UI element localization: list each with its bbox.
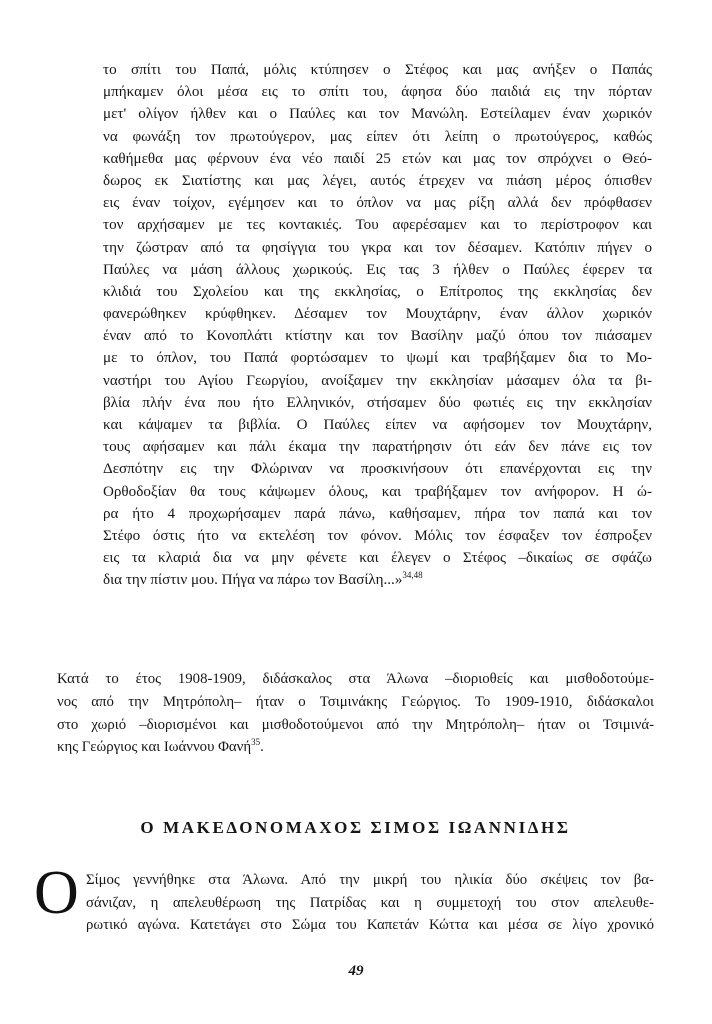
- page-number: 49: [348, 963, 364, 979]
- paragraph-line: στο χωριό –διορισμένοι και μισθοδοτούμενοι από την Μητρόπολη– ήταν οι Τσιμινά-: [57, 716, 654, 733]
- quote-line: βλία πλήν ένα που ήτο Ελληνικόν, στήσαμεν δύο φωτιές εις την εκκλησίαν: [103, 394, 652, 411]
- section-paragraph: [86, 869, 654, 937]
- quote-line: τους αφήσαμεν και πάλι έκαμα την παρατήρησιν ότι εάν δεν πάνε εις τον: [103, 439, 652, 456]
- quote-line: το σπίτι του Παπά, μόλις κτύπησεν ο Στέφος και μας ανήξεν ο Παπάς: [103, 62, 652, 78]
- quote-line: δωρος εκ Σιατίστης και μας λέγει, αυτός έτρεχεν να πιάση μέρος όπισθεν: [103, 172, 652, 189]
- section-heading: Ο ΜΑΚΕΔΟΝΟΜΑΧΟΣ ΣΙΜΟΣ ΙΩΑΝΝΙΔΗΣ: [140, 818, 571, 837]
- quote-line: να φωνάξη τον πρωτούγερον, μας είπεν ότι λείπη ο πρωτούγερος, καθώς: [103, 128, 652, 145]
- quoted-testimony: [103, 59, 652, 592]
- quote-line: φανερώθηκεν κρύφθηκεν. Δέσαμεν τον Μουχτάρην, έναν άλλον χωρικόν: [103, 306, 652, 323]
- quote-line: καθήμεθα μας φέρνουν ένα νέο παιδί 25 ετών και μας τον σπρόχνει ο Θεό-: [103, 150, 652, 167]
- quote-line: έναν από το Κονοπλάτι κτίστην και τον Βασίλην μαζύ όπου τον πιάσαμεν: [103, 328, 652, 345]
- paragraph-line: νος από την Μητρόπολη– ήταν ο Τσιμινάκης Γεώργιος. Το 1909-1910, διδάσκαλοι: [57, 693, 654, 710]
- footnote-ref: 35: [251, 737, 261, 748]
- quote-line: τον αρχήσαμεν με τες κοντακιές. Του αφερέσαμεν και το περίστροφον και: [103, 217, 652, 234]
- quote-line: και κάψαμεν τα βιβλία. Ο Παύλες είπεν να αφήσομεν τον Μουχτάρην,: [103, 417, 652, 433]
- quote-line: μπήκαμεν όλοι μέσα εις το σπίτι του, άφησα δύο παιδιά εις την πόρταν: [103, 84, 652, 101]
- paragraph-line: Κατά το έτος 1908-1909, διδάσκαλος στα Άλωνα –διοριοθείς και μισθοδοτούμε-: [57, 671, 654, 687]
- quote-line: Στέφο όστις ήτο να εκτελέση τον φόνον. Μόλις τον έσφαξεν τον έσπροξεν: [103, 527, 652, 544]
- section-line: ρωτικό αγώνα. Κατετάγει στο Σώμα του Καπετάν Κώττα και μέσα σε λίγο χρονικό: [86, 917, 654, 934]
- quote-line-text: δια την πίστιν μου. Πήγα να πάρω τον Βασίλη...»: [103, 572, 403, 589]
- footnote-ref: 34,48: [402, 570, 423, 581]
- quote-line: εις έναν τοίχον, εγέμησεν και το όπλον να μας ρίξη αλλά δεν πρόφθασεν: [103, 195, 652, 212]
- quote-line: την ζώστραν από τα φησίγγια του γκρα και τον δέσαμεν. Κατόπιν πήγεν ο: [103, 239, 652, 256]
- section-line: σάνιζαν, η απελευθέρωση της Πατρίδας και η συμμετοχή του στον απελευθε-: [86, 894, 654, 911]
- quote-line: Δεσπότην εις την Φλώριναν να προσκινήσουν ότι επανέρχονται εις την: [103, 461, 652, 478]
- body-paragraph: [57, 668, 654, 759]
- section-line: Σίμος γεννήθηκε στα Άλωνα. Από την μικρή του ηλικία δύο σκέψεις τον βα-: [86, 872, 654, 888]
- quote-line: με το όπλον, του Παπά φορτώσαμεν το ψωμί και τραβήξαμεν δια το Μο-: [103, 350, 652, 367]
- quote-line: μετ' ολίγον ήλθεν και ο Παύλες και τον Μανώλη. Εστείλαμεν έναν χωρικόν: [103, 106, 652, 123]
- quote-line: Παύλες να μάση άλλους χωρικούς. Εις τας 3 ήλθεν ο Παύλες έφερεν τα: [103, 261, 652, 278]
- quote-last-line: [103, 569, 652, 591]
- quote-line: κλιδιά του Σχολείου και της εκκλησίας, ο Επίτροπος της εκκλησίας δεν: [103, 283, 652, 300]
- quote-line: ρα ήτο 4 προχωρήσαμεν παρά πάνω, καθήσαμεν, πήρα τον παπά και τον: [103, 505, 652, 522]
- paragraph-line-text: κης Γεώργιος και Ιωάννου Φανή: [57, 739, 252, 756]
- quote-line: ναστήρι του Αγίου Γεωργίου, ανοίξαμεν την εκκλησίαν μάσαμεν όλα τα βι-: [103, 372, 652, 389]
- drop-cap: Ο: [34, 859, 79, 927]
- quote-line: εις τα κλαριά δια να μην φένετε και έλεγεν ο Στέφος –δικαίως σε σφάζω: [103, 550, 652, 567]
- quote-line: Ορθοδοξίαν θα τους κάψωμεν όλους, και τραβήξαμεν τον ανήφορον. Η ώ-: [103, 483, 652, 500]
- paragraph-last-line: κης Γεώργιος και Ιωάννου Φανή$^{35}$.: [57, 737, 264, 756]
